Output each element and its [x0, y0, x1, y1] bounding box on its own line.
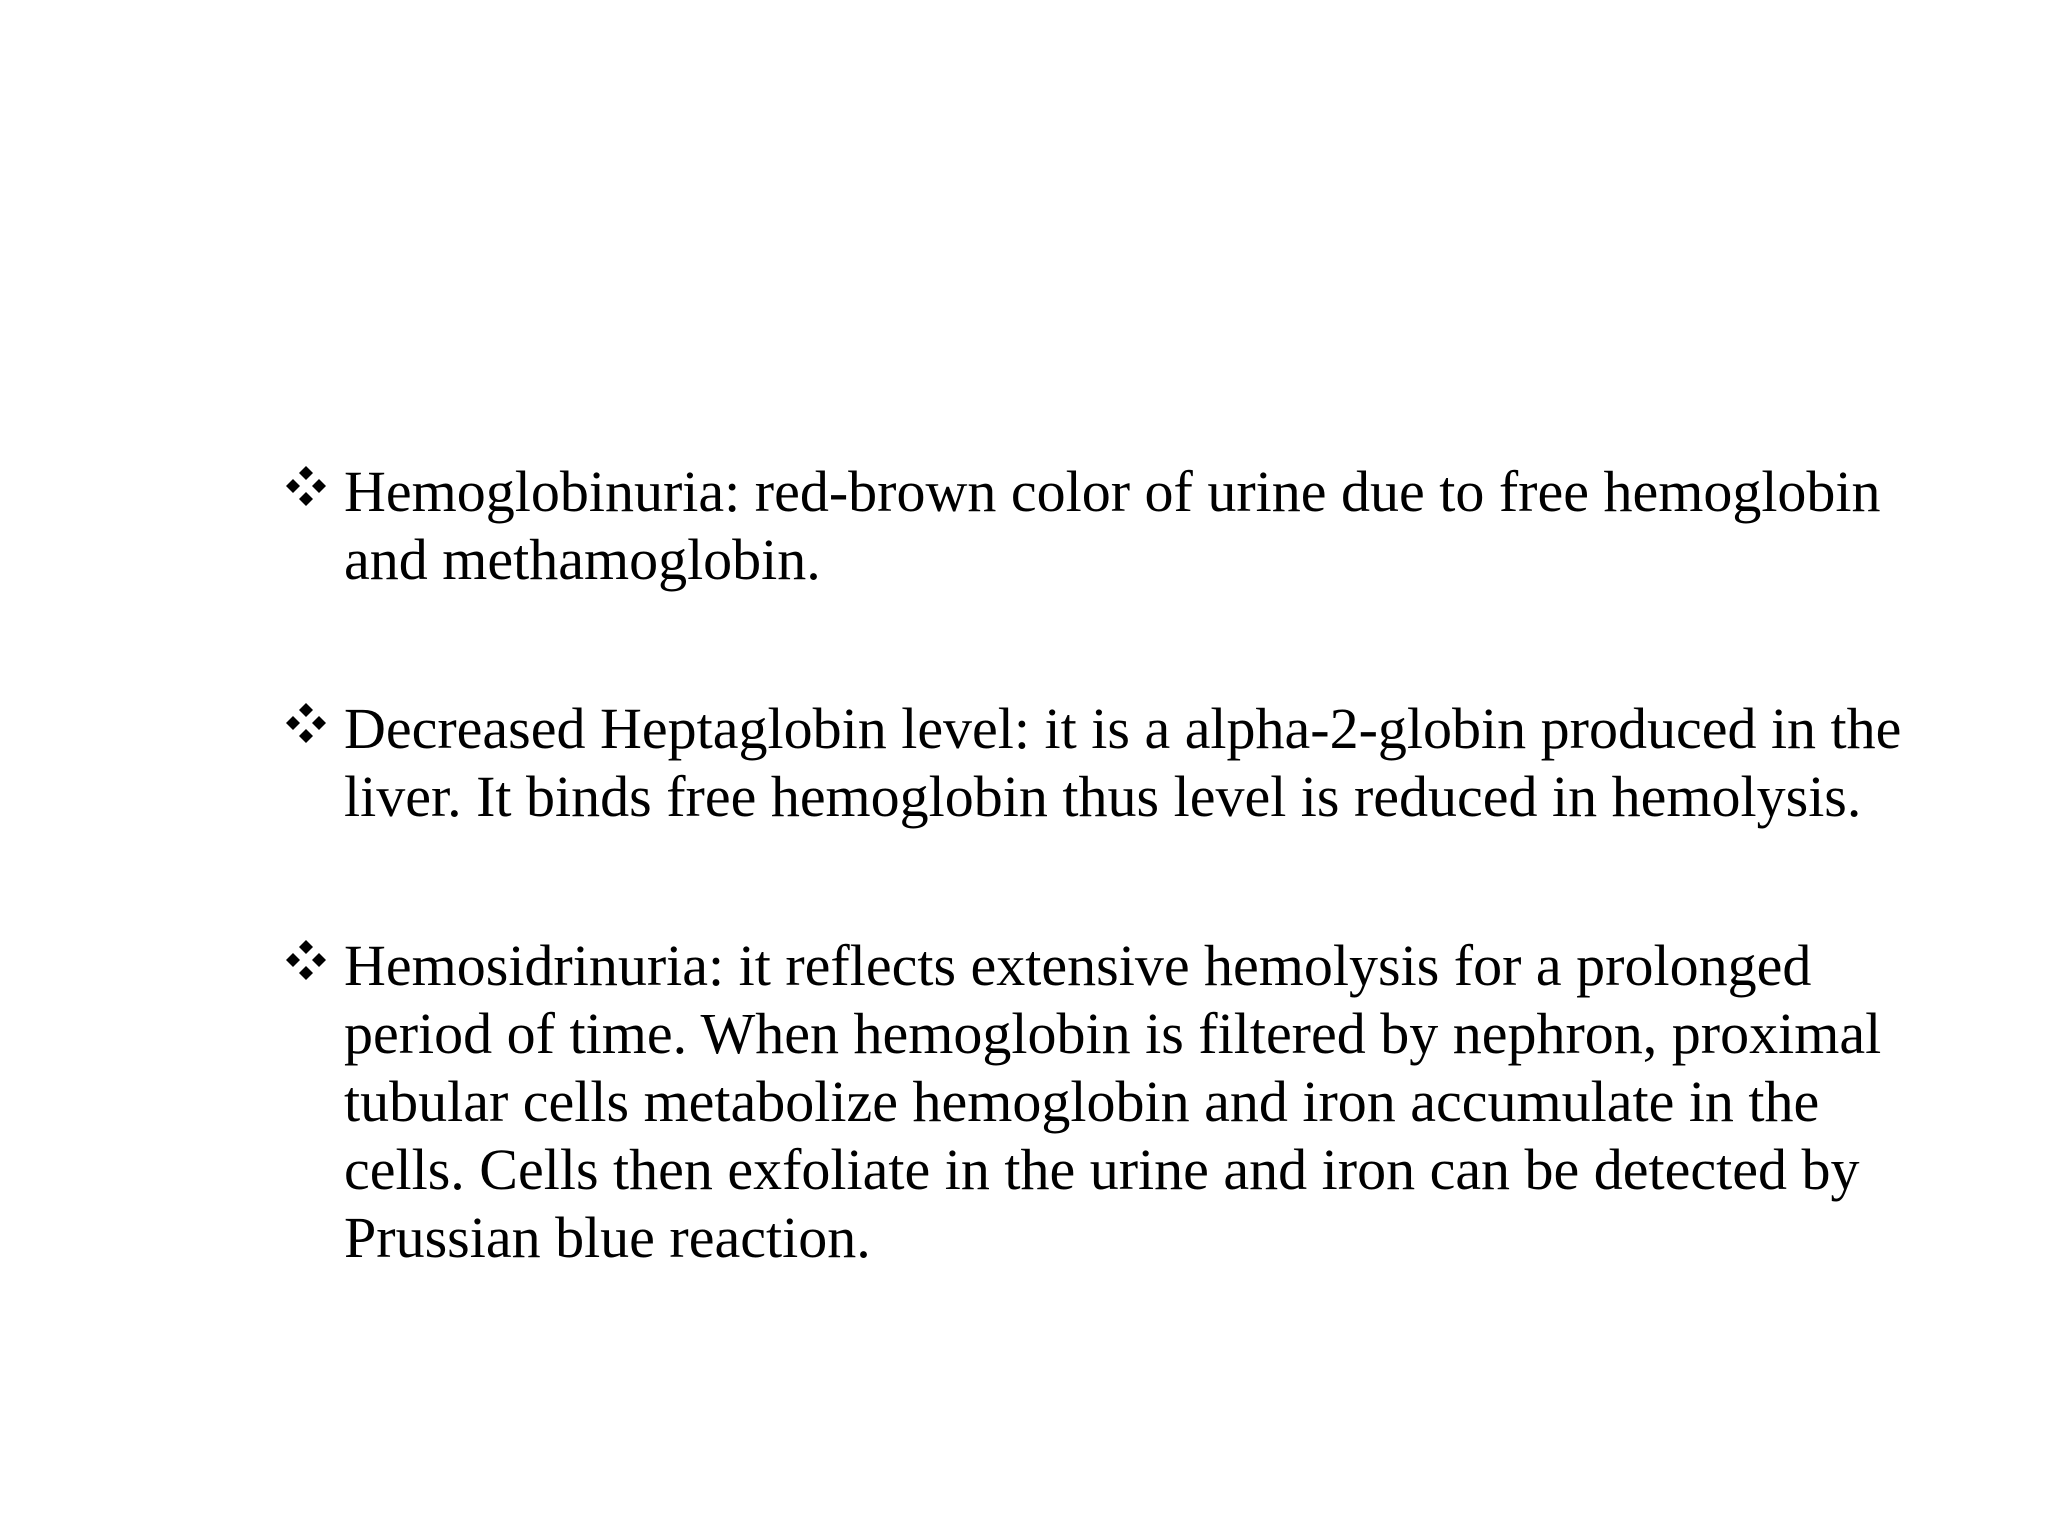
bullet-text: Hemoglobinuria: red-brown color of urine due to free hemoglobin and methamoglobin.: [344, 459, 1881, 592]
bullet-item-heptaglobin: [284, 695, 1904, 831]
bullet-item-hemosidrinuria: [284, 932, 1904, 1272]
bullet-text: Decreased Heptaglobin level: it is a alpha-2-globin produced in the liver. It binds free hemoglobin thus level is reduced in hemolysis.: [344, 696, 1902, 829]
bullet-list: [284, 458, 1904, 1272]
bullet-text: Hemosidrinuria: it reflects extensive hemolysis for a prolonged period of time. When hemoglobin is filtered by nephron, proximal tubular cells metabolize hemoglobin and iron accumulate in the cells. Cells then exfoliate in the urine and iron can be detected by Prussian blue reaction.: [344, 933, 1882, 1270]
four-diamond-bullet-icon: [284, 464, 328, 508]
four-diamond-bullet-icon: [284, 701, 328, 745]
four-diamond-bullet-icon: [284, 938, 328, 982]
bullet-item-hemoglobinuria: [284, 458, 1904, 594]
